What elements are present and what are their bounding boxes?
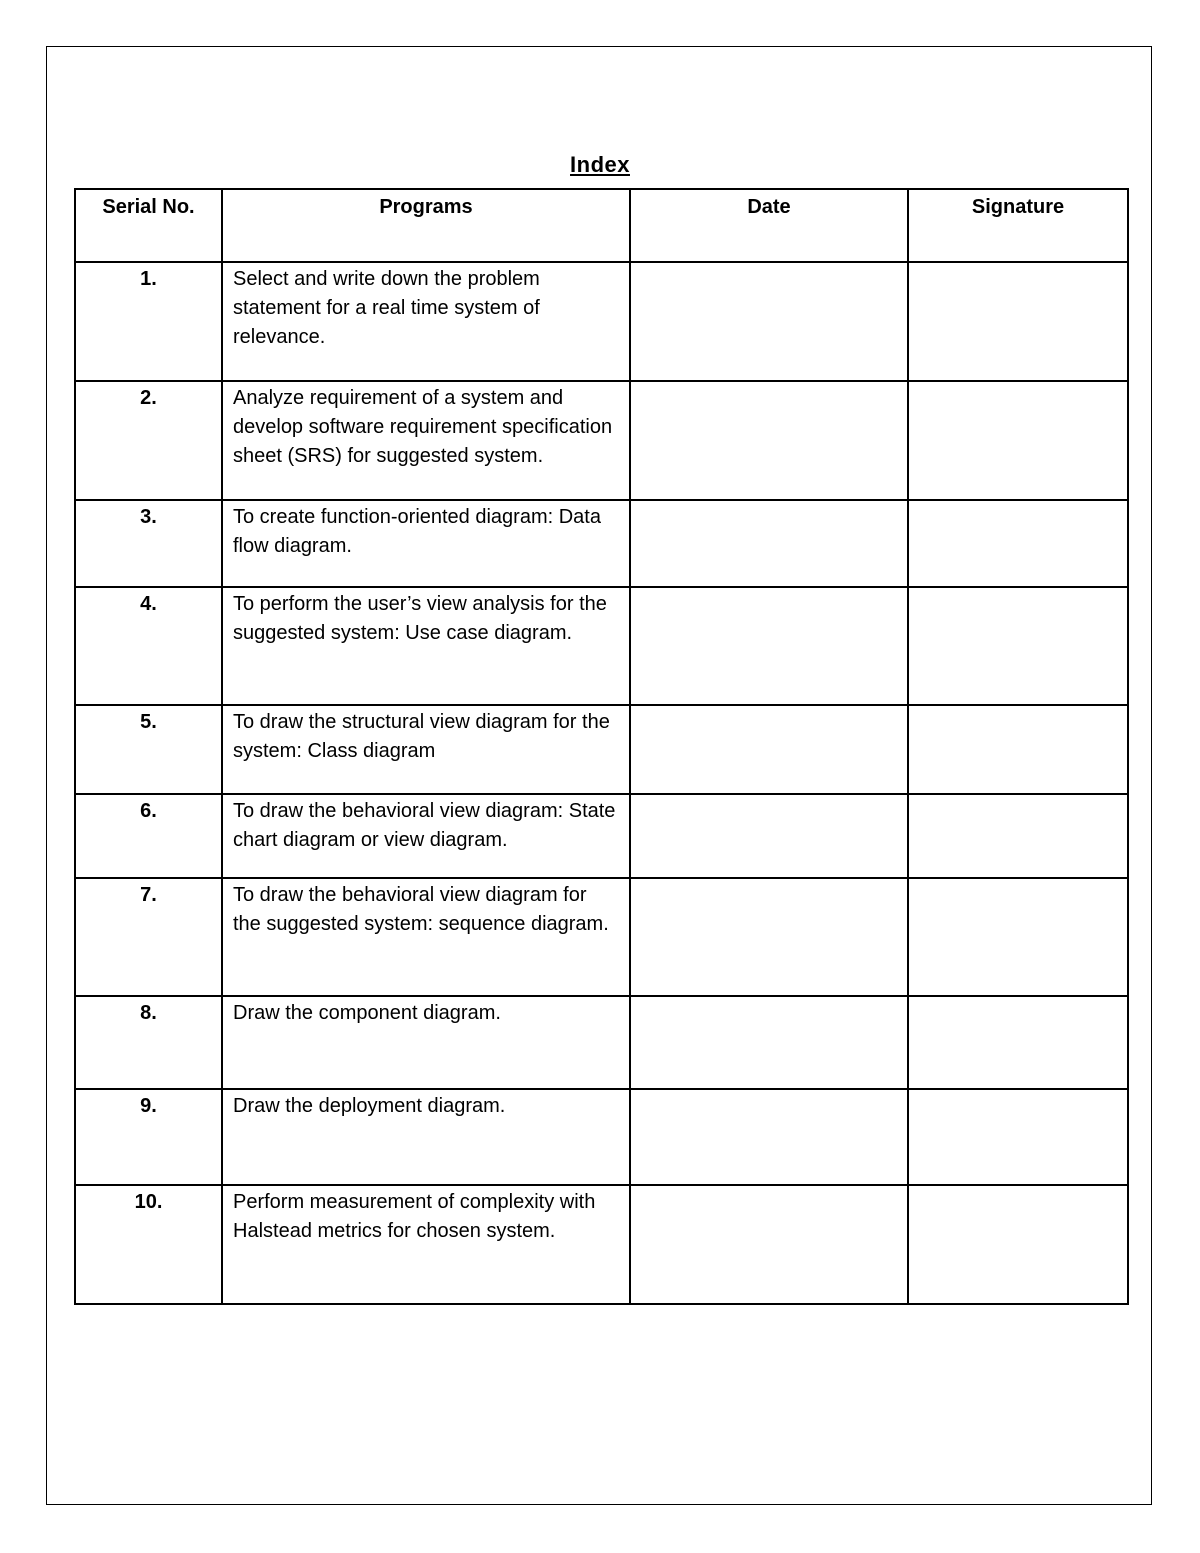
header-programs: Programs xyxy=(222,189,630,262)
program-cell: Select and write down the problem statement for a real time system of relevance. xyxy=(222,262,630,381)
program-cell: To create function-oriented diagram: Data flow diagram. xyxy=(222,500,630,587)
serial-cell: 2. xyxy=(75,381,222,500)
signature-cell xyxy=(908,1185,1128,1304)
header-signature: Signature xyxy=(908,189,1128,262)
program-cell: Draw the deployment diagram. xyxy=(222,1089,630,1185)
date-cell xyxy=(630,262,908,381)
date-cell xyxy=(630,381,908,500)
page-title: Index xyxy=(570,152,630,177)
header-serial-no: Serial No. xyxy=(75,189,222,262)
serial-cell: 7. xyxy=(75,878,222,996)
serial-cell: 4. xyxy=(75,587,222,705)
table-row xyxy=(75,500,1128,587)
index-table xyxy=(74,188,1129,1305)
table-row xyxy=(75,587,1128,705)
signature-cell xyxy=(908,705,1128,794)
table-header-row xyxy=(75,189,1128,262)
serial-cell: 1. xyxy=(75,262,222,381)
program-cell: To draw the behavioral view diagram for the suggested system: sequence diagram. xyxy=(222,878,630,996)
table-row xyxy=(75,1185,1128,1304)
serial-cell: 5. xyxy=(75,705,222,794)
date-cell xyxy=(630,1089,908,1185)
signature-cell xyxy=(908,1089,1128,1185)
program-cell: Perform measurement of complexity with Halstead metrics for chosen system. xyxy=(222,1185,630,1304)
serial-cell: 6. xyxy=(75,794,222,878)
table-row xyxy=(75,878,1128,996)
header-date: Date xyxy=(630,189,908,262)
table-row xyxy=(75,1089,1128,1185)
table-row xyxy=(75,705,1128,794)
signature-cell xyxy=(908,996,1128,1089)
date-cell xyxy=(630,1185,908,1304)
signature-cell xyxy=(908,587,1128,705)
date-cell xyxy=(630,996,908,1089)
date-cell xyxy=(630,794,908,878)
date-cell xyxy=(630,878,908,996)
serial-cell: 8. xyxy=(75,996,222,1089)
signature-cell xyxy=(908,500,1128,587)
signature-cell xyxy=(908,794,1128,878)
table-row xyxy=(75,996,1128,1089)
date-cell xyxy=(630,705,908,794)
program-cell: Draw the component diagram. xyxy=(222,996,630,1089)
program-cell: To draw the structural view diagram for the system: Class diagram xyxy=(222,705,630,794)
program-cell: To draw the behavioral view diagram: State chart diagram or view diagram. xyxy=(222,794,630,878)
table-row xyxy=(75,794,1128,878)
signature-cell xyxy=(908,381,1128,500)
date-cell xyxy=(630,500,908,587)
serial-cell: 3. xyxy=(75,500,222,587)
program-cell: Analyze requirement of a system and develop software requirement specification sheet (SRS) for suggested system. xyxy=(222,381,630,500)
program-cell: To perform the user’s view analysis for the suggested system: Use case diagram. xyxy=(222,587,630,705)
date-cell xyxy=(630,587,908,705)
table-row xyxy=(75,262,1128,381)
serial-cell: 10. xyxy=(75,1185,222,1304)
serial-cell: 9. xyxy=(75,1089,222,1185)
signature-cell xyxy=(908,262,1128,381)
signature-cell xyxy=(908,878,1128,996)
table-row xyxy=(75,381,1128,500)
